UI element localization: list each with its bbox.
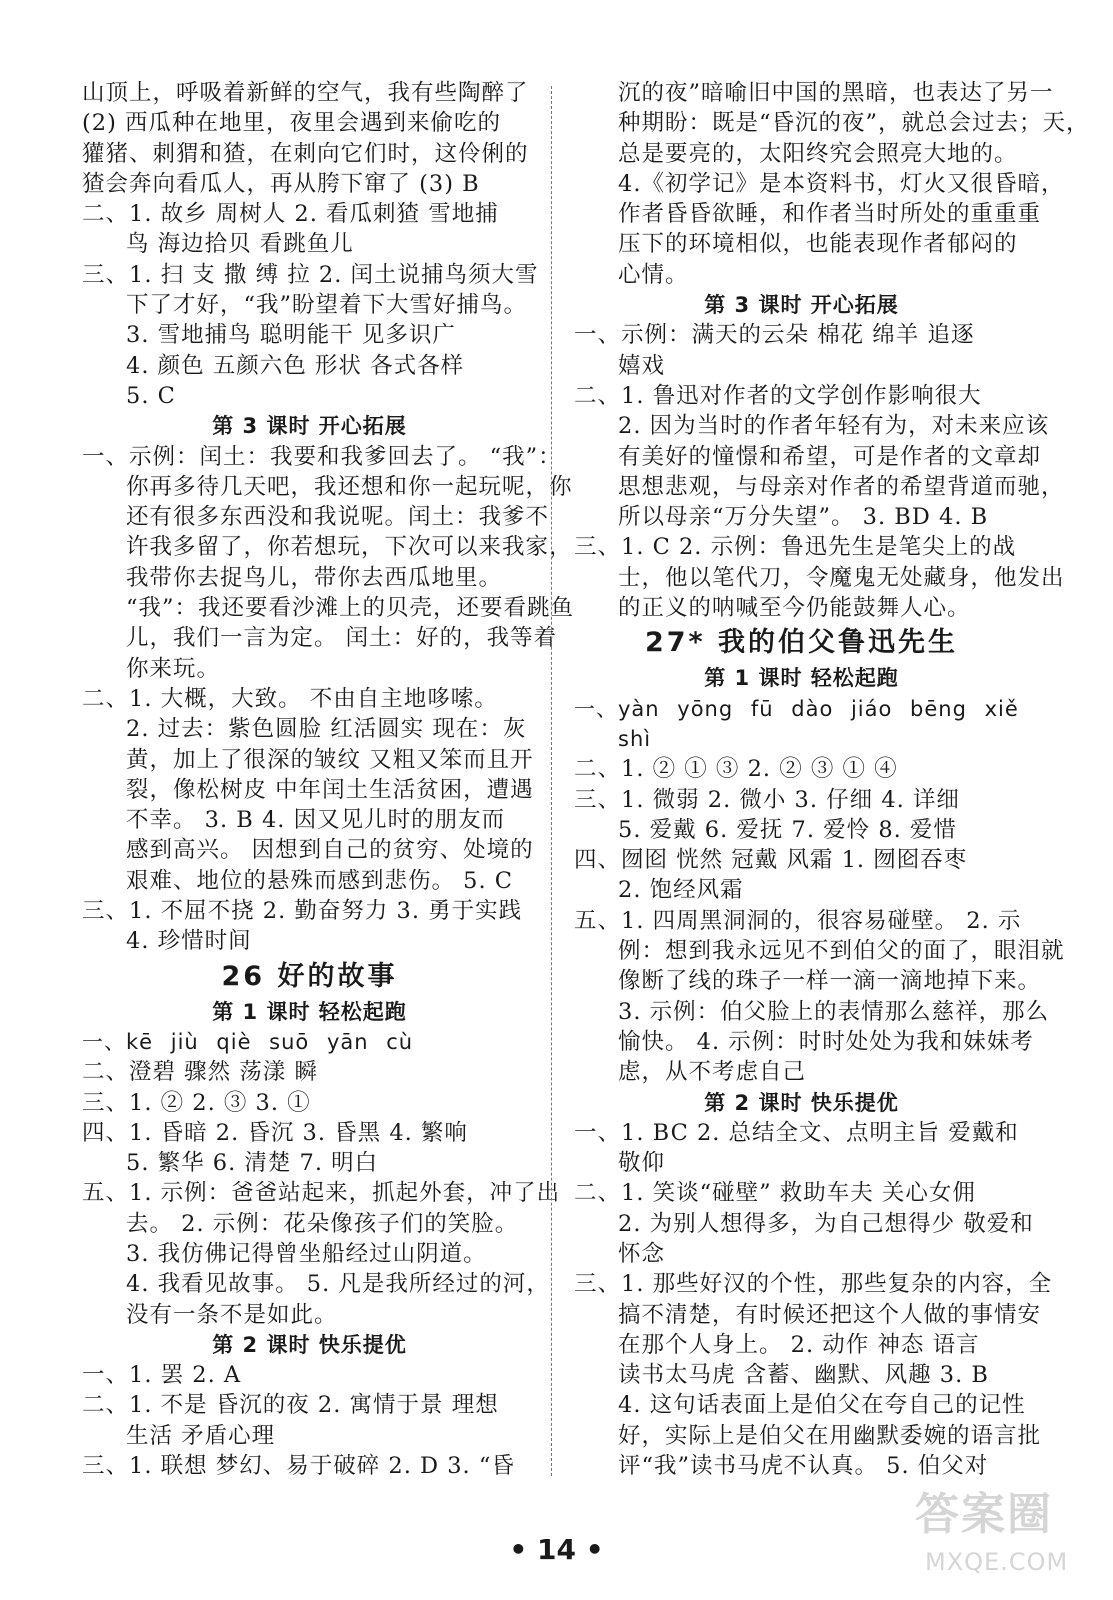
answer-line: 5. 繁华 6. 清楚 7. 明白 [126, 1150, 379, 1177]
answer-line: “我”：我还要看沙滩上的贝壳，还要看跳鱼 [126, 595, 575, 622]
pinyin-line: 一、kē jiù qiè suō yān cù [82, 1029, 414, 1054]
lesson-subheading: 第 2 课时 快乐提优 [704, 1090, 899, 1115]
answer-line: 许我多留了，你若想玩，下次可以来我家， [126, 534, 573, 561]
answer-line: 二、1. 故乡 周树人 2. 看瓜刺猹 雪地捕 [82, 201, 499, 228]
answer-line: 的正义的呐喊至今仍能鼓舞人心。 [618, 595, 971, 622]
answer-line: 4. 珍惜时间 [126, 928, 252, 955]
answer-line: 所以母亲“万分失望”。 3. BD 4. B [618, 504, 989, 531]
answer-line: 像断了线的珠子一样一滴一滴地掉下来。 [618, 968, 1042, 995]
answer-line: 五、1. 四周黑洞洞的，很容易碰壁。 2. 示 [574, 907, 1022, 934]
answer-line: 二、1. 不是 昏沉的夜 2. 寓情于景 理想 [82, 1392, 499, 1419]
answer-line: 4. 这句话表面上是伯父在夸自己的记性 [618, 1392, 1026, 1419]
answer-line: 下了才好，“我”盼望着下大雪好捕鸟。 [126, 292, 528, 319]
answer-line: 有美好的憧憬和希望，可是作者的文章却 [618, 443, 1042, 470]
answer-line: 一、1. BC 2. 总结全文、点明主旨 爱戴和 [574, 1119, 1019, 1146]
answer-line: 猹会奔向看瓜人，再从胯下窜了 (3) B [82, 170, 480, 197]
answer-line: 二、1. 笑谈“碰壁” 救助车夫 关心女佣 [574, 1180, 976, 1207]
answer-line: 黄，加上了很深的皱纹 又粗又笨而且开 [126, 746, 534, 773]
answer-line: 三、1. 联想 梦幻、易于破碎 2. D 3. “昏 [82, 1453, 515, 1480]
answer-line: 心情。 [618, 261, 689, 288]
answer-line: 敬仰 [618, 1150, 666, 1177]
watermark-title: 答案圈 [915, 1489, 1053, 1540]
pinyin-line: shì [618, 726, 652, 751]
answer-line: 4. 颜色 五颜六色 形状 各式各样 [126, 352, 465, 379]
answer-line: 四、1. 昏暗 2. 昏沉 3. 昏黑 4. 繁响 [82, 1119, 468, 1146]
answer-line: (2) 西瓜种在地里，夜里会遇到来偷吃的 [82, 110, 502, 137]
watermark-url: MXQE.COM [925, 1548, 1069, 1576]
answer-line: 在那个人身上。 2. 动作 神态 语言 [618, 1331, 980, 1358]
answer-line: 二、1. 鲁迅对作者的文学创作影响很大 [574, 382, 982, 409]
lesson-subheading: 第 3 课时 开心拓展 [704, 293, 899, 318]
answer-line: 种期盼：既是“昏沉的夜”，就总会过去；天， [618, 110, 1090, 137]
answer-line: 二、1. 大概，大致。 不由自主地哆嗦。 [82, 685, 498, 712]
answer-line: 感到高兴。 因想到自己的贫穷、处境的 [126, 837, 534, 864]
answer-line: 2. 过去：紫色圆脸 红活圆实 现在：灰 [126, 716, 527, 743]
answer-line: 还有很多东西没和我说呢。闰土：我爹不 [126, 504, 550, 531]
answer-line: 二、1. ② ① ③ 2. ② ③ ① ④ [574, 756, 898, 783]
answer-line: 没有一条不是如此。 [126, 1301, 338, 1328]
answer-line: 3. 示例：伯父脸上的表情那么慈祥，那么 [618, 998, 1050, 1025]
answer-line: 评“我”读书马虎不认真。 5. 伯父对 [618, 1453, 989, 1480]
pinyin-line: 一、yàn yōng fū dào jiáo bēng xiě [574, 696, 1019, 721]
answer-line: 好，实际上是伯父在用幽默委婉的语言批 [618, 1422, 1042, 1449]
answer-line: 2. 为别人想得多，为自己想得少 敬爱和 [618, 1210, 1034, 1237]
answer-line: 例：想到我永远见不到伯父的面了，眼泪就 [618, 938, 1065, 965]
answer-line: 三、1. ② 2. ③ 3. ① [82, 1089, 311, 1116]
answer-line: 艰难、地位的悬殊而感到悲伤。 5. C [126, 867, 513, 894]
answer-line: 嬉戏 [618, 352, 666, 379]
answer-line: 四、囫囵 恍然 冠戴 风霜 1. 囫囵吞枣 [574, 847, 968, 874]
answer-line: 3. 雪地捕鸟 聪明能干 见多识广 [126, 322, 456, 349]
right-column [574, 78, 1090, 1481]
answer-line: 5. C [126, 382, 176, 409]
answer-line: 一、1. 罢 2. A [82, 1362, 242, 1389]
lesson-subheading: 第 3 课时 开心拓展 [212, 414, 407, 439]
answer-line: 2. 饱经风霜 [618, 877, 744, 904]
lesson-subheading: 第 2 课时 快乐提优 [212, 1332, 407, 1357]
answer-line: 三、1. 不屈不挠 2. 勤奋努力 3. 勇于实践 [82, 898, 523, 925]
watermark-logo [905, 1470, 1100, 1595]
answer-line: 三、1. 微弱 2. 微小 3. 仔细 4. 详细 [574, 786, 960, 813]
answer-line: 4.《初学记》是本资料书，灯火又很昏暗， [618, 170, 1065, 197]
answer-line: 你再多待几天吧，我还想和你一起玩呢，你 [126, 473, 573, 500]
answer-line: 5. 爱戴 6. 爱抚 7. 爱怜 8. 爱惜 [618, 816, 957, 843]
answer-line: 五、1. 示例：爸爸站起来，抓起外套，冲了出 [82, 1180, 561, 1207]
answer-line: 士，他以笔代刀，令魔鬼无处藏身，他发出 [618, 564, 1065, 591]
answer-line: 搞不清楚，有时候还把这个人做的事情安 [618, 1301, 1042, 1328]
answer-line: 裂，像松树皮 中年闰土生活贫困，遭遇 [126, 776, 534, 803]
answer-line: 獾猪、刺猬和猹，在刺向它们时，这伶俐的 [82, 140, 529, 167]
answer-line: 思想悲观，与母亲对作者的希望背道而驰， [618, 473, 1065, 500]
lesson-title: 27* 我的伯父鲁迅先生 [644, 627, 959, 659]
column-divider [551, 86, 552, 1476]
answer-line: 愉快。 4. 示例：时时处处为我和妹妹考 [618, 1028, 1034, 1055]
answer-line: 鸟 海边拾贝 看跳鱼儿 [126, 231, 354, 258]
answer-line: 虑，从不考虑自己 [618, 1059, 807, 1086]
answer-line: 去。 2. 示例：花朵像孩子们的笑脸。 [126, 1210, 519, 1237]
answer-line: 3. 我仿佛记得曾坐船经过山阴道。 [126, 1240, 487, 1267]
answer-line: 一、示例：满天的云朵 棉花 绵羊 追逐 [574, 322, 975, 349]
answer-line: 4. 我看见故事。 5. 凡是我所经过的河， [126, 1271, 550, 1298]
answer-line: 总是要亮的，太阳终究会照亮大地的。 [618, 140, 1018, 167]
answer-line: 生活 矛盾心理 [126, 1422, 276, 1449]
answer-line: 一、示例：闰土：我要和我爹回去了。 “我”： [82, 443, 562, 470]
answer-line: 你来玩。 [126, 655, 221, 682]
answer-line: 二、澄碧 骤然 荡漾 瞬 [82, 1059, 318, 1086]
answer-line: 我带你去捉鸟儿，带你去西瓜地里。 [126, 564, 503, 591]
answer-line: 读书太马虎 含蓄、幽默、风趣 3. B [618, 1362, 989, 1389]
answer-line: 压下的环境相似，也能表现作者郁闷的 [618, 231, 1018, 258]
page-number: • 14 • [509, 1533, 604, 1566]
answer-line: 怀念 [618, 1240, 666, 1267]
answer-line: 不幸。 3. B 4. 因又见儿时的朋友而 [126, 807, 506, 834]
lesson-subheading: 第 1 课时 轻松起跑 [704, 666, 899, 691]
answer-line: 2. 因为当时的作者年轻有为，对未来应该 [618, 413, 1050, 440]
answer-line: 山顶上，呼吸着新鲜的空气，我有些陶醉了 [82, 80, 529, 106]
answer-line: 沉的夜”暗喻旧中国的黑暗，也表达了另一 [618, 80, 1054, 106]
answer-line: 三、1. C 2. 示例：鲁迅先生是笔尖上的战 [574, 534, 1017, 561]
answer-line: 作者昏昏欲睡，和作者当时所处的重重重 [618, 201, 1042, 228]
lesson-subheading: 第 1 课时 轻松起跑 [212, 999, 407, 1024]
lesson-title: 26 好的故事 [221, 960, 398, 992]
left-column [82, 78, 575, 1481]
answer-line: 三、1. 扫 支 撒 缚 拉 2. 闰土说捕鸟须大雪 [82, 261, 539, 288]
answer-line: 儿，我们一言为定。 闰土：好的，我等着 [126, 625, 558, 652]
answer-line: 三、1. 那些好汉的个性，那些复杂的内容，全 [574, 1271, 1053, 1298]
